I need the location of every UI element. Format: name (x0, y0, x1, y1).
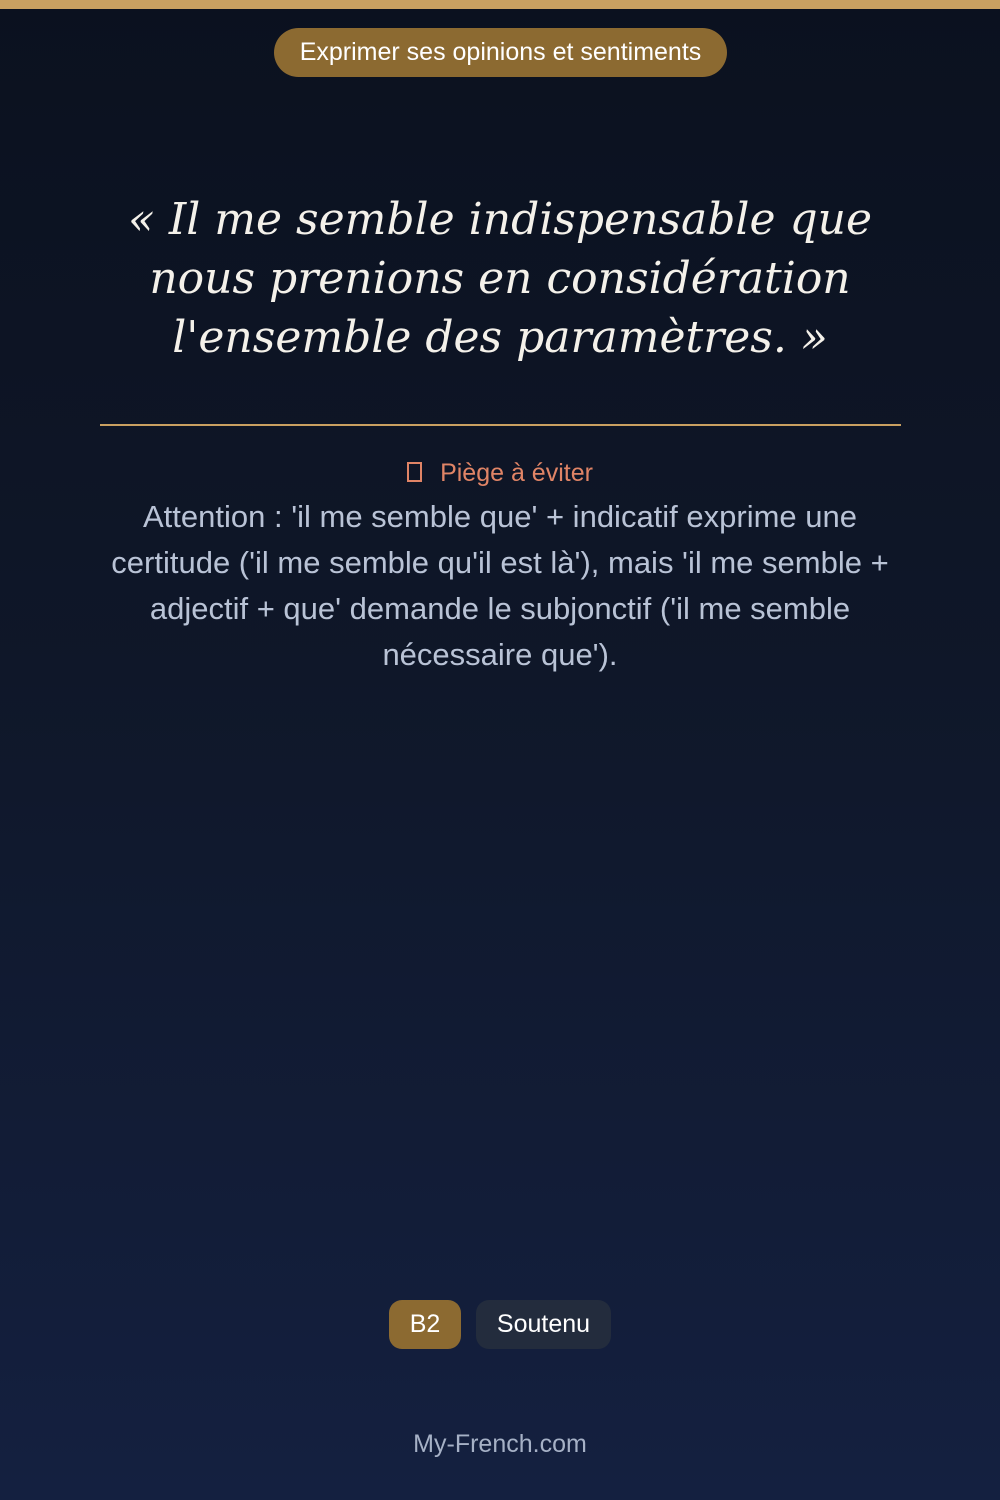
site-footer: My-French.com (413, 1430, 587, 1458)
tag-row (0, 1300, 1000, 1349)
warning-icon (407, 462, 422, 482)
register-badge: Soutenu (476, 1300, 611, 1349)
level-badge: B2 (389, 1300, 461, 1349)
example-quote: « Il me semble indispensable que nous prenions en considération l'ensemble des paramètres. » (127, 194, 873, 363)
top-accent-bar (0, 0, 1000, 9)
pitfall-explanation: Attention : 'il me semble que' + indicatif exprime une certitude ('il me semble qu'il est là'), mais 'il me semble + adjectif + que' demande le subjonctif ('il me semble nécessaire que'). (111, 499, 889, 672)
pitfall-title: Piège à éviter (440, 459, 593, 487)
pitfall-heading (100, 457, 900, 489)
divider (100, 424, 901, 426)
category-badge: Exprimer ses opinions et sentiments (274, 28, 727, 77)
